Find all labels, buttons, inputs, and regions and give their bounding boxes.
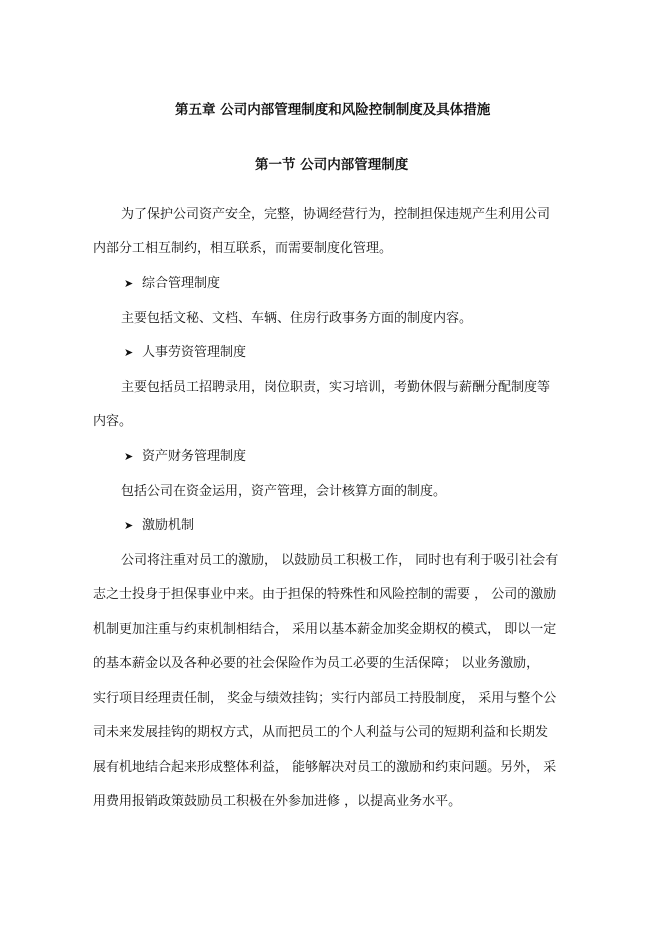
intro-line-1: 为了保护公司资产安全，完整，协调经营行为，控制担保违规产生利用公司 — [121, 207, 551, 222]
incentive-text-4: 的基本薪金以及各种必要的社会保险作为员工必要的生活保障； 以业务激励， — [93, 656, 540, 671]
incentive-text-1: 公司将注重对员工的激励， 以鼓励员工积极工作， 同时也有利于吸引社会有 — [121, 553, 559, 568]
right-arrow-icon: ➤ — [124, 519, 134, 532]
heading-label: 激励机制 — [142, 518, 195, 533]
chapter-title: 第五章 公司内部管理制度和风险控制制度及具体措施 — [175, 102, 491, 118]
asset-finance-text: 包括公司在资金运用，资产管理，会计核算方面的制度。 — [121, 484, 447, 499]
incentive-text-7: 展有机地结合起来形成整体利益， 能够解决对员工的激励和约束问题。另外， 采 — [93, 760, 557, 775]
general-management-text: 主要包括文秘、文档、车辆、住房行政事务方面的制度内容。 — [121, 311, 473, 326]
bullet-heading-incentive — [124, 518, 194, 534]
incentive-text-3: 机制更加注重与约束机制相结合， 采用以基本薪金加奖金期权的模式， 即以一定 — [93, 622, 557, 637]
incentive-text-6: 司未来发展挂钩的期权方式，从而把员工的个人利益与公司的短期利益和长期发 — [93, 725, 549, 740]
right-arrow-icon: ➤ — [124, 346, 134, 359]
incentive-text-2: 志之士投身于担保事业中来。由于担保的特殊性和风险控制的需要 ， 公司的激励 — [93, 587, 557, 602]
incentive-text-8: 用费用报销政策鼓励员工积极在外参加进修 ，以提高业务水平。 — [93, 794, 462, 809]
heading-label: 人事劳资管理制度 — [142, 345, 247, 360]
intro-line-2: 内部分工相互制约，相互联系，而需要制度化管理。 — [93, 241, 393, 256]
right-arrow-icon: ➤ — [124, 277, 134, 290]
right-arrow-icon: ➤ — [124, 450, 134, 463]
section-title: 第一节 公司内部管理制度 — [255, 157, 409, 173]
hr-management-text-1: 主要包括员工招聘录用，岗位职责，实习培训，考勤休假与薪酬分配制度等 — [121, 380, 551, 395]
heading-label: 资产财务管理制度 — [142, 449, 247, 464]
hr-management-text-2: 内容。 — [93, 414, 133, 429]
bullet-heading-asset-finance — [124, 449, 246, 465]
bullet-heading-hr-management — [124, 345, 246, 361]
heading-label: 综合管理制度 — [142, 276, 221, 291]
bullet-heading-general-management — [124, 276, 220, 292]
incentive-text-5: 实行项目经理责任制， 奖金与绩效挂钩；实行内部员工持股制度， 采用与整个公 — [93, 691, 557, 706]
